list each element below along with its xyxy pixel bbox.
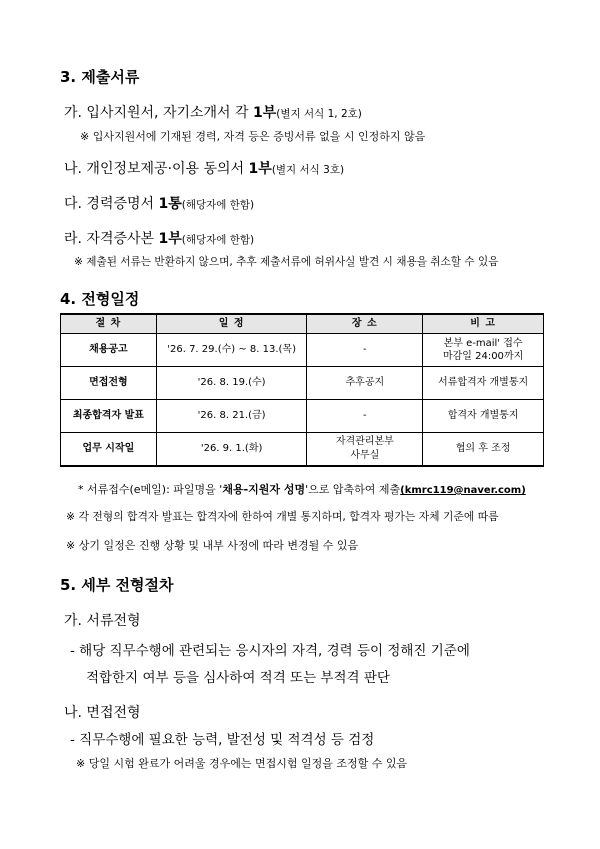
item-count: 1부 [248,161,272,177]
table-row [61,367,544,400]
item-paren: (별지 서식 3호) [271,164,345,176]
interview-title: 나. 면접전형 [64,705,141,721]
document-screening-line: - 해당 직무수행에 관련되는 응시자의 자격, 경력 등이 정해진 기준에 [70,643,470,659]
document-screening-title: 가. 서류전형 [64,613,141,629]
table-row [61,334,544,367]
header-place: 장 소 [307,314,423,334]
item-count: 1부 [253,105,277,121]
doc-item-license [64,228,254,248]
cell-step: 최종합격자 발표 [61,400,157,433]
cell-date: '26. 8. 19.(수) [156,367,307,400]
email-link[interactable]: (kmrc119@naver.com) [400,485,526,496]
cell-note [423,334,544,367]
table-row [61,400,544,433]
cell-place: 추후공지 [307,367,423,400]
item-count: 1부 [158,231,182,247]
note-line: 마감일 24:00까지 [442,351,524,362]
cell-note: 서류합격자 개별통지 [423,367,544,400]
filename-format: 채용-지원자 성명 [222,483,306,496]
interview-line: - 직무수행에 필요한 능력, 발전성 및 적격성 등 검정 [70,732,375,748]
submission-note [78,481,526,497]
cell-place: - [307,334,423,367]
interview-note: ※ 당일 시험 완료가 어려울 경우에는 면접시험 일정을 조정할 수 있음 [76,757,408,770]
cell-step: 업무 시작일 [61,433,157,466]
header-step: 절 차 [61,314,157,334]
item-paren: (해당자에 한함) [181,199,255,211]
return-note: ※ 제출된 서류는 반환하지 않으며, 추후 제출서류에 허위사실 발견 시 채용을 취소할 수 있음 [74,256,499,268]
cell-note: 협의 후 조정 [423,433,544,466]
cell-date: '26. 9. 1.(화) [156,433,307,466]
header-note: 비 고 [423,314,544,334]
cell-step: 채용공고 [61,334,157,367]
application-note: ※ 입사지원서에 기재된 경력, 자격 등은 증빙서류 없을 시 인정하지 않음 [80,130,426,143]
cell-step: 면접전형 [61,367,157,400]
header-date: 일 정 [156,314,307,334]
doc-item-application [64,102,362,122]
item-paren: (별지 서식 1, 2호) [276,108,362,120]
table-row [61,433,544,466]
section-3-title: 3. 제출서류 [60,68,140,86]
cell-place: - [307,400,423,433]
document-screening-line: 적합한지 여부 등을 심사하여 적격 또는 부적격 판단 [86,670,390,686]
submission-text: '으로 압축하여 제출 [305,483,401,496]
item-text: 가. 입사지원서, 자기소개서 각 [64,105,253,121]
schedule-table [60,313,544,467]
item-paren: (해당자에 한함) [181,234,255,246]
submission-text: * 서류접수(e메일): 파일명을 ' [78,483,223,496]
cell-note: 합격자 개별통지 [423,400,544,433]
schedule-change-note: ※ 상기 일정은 진행 상황 및 내부 사정에 따라 변경될 수 있음 [66,539,359,552]
item-text: 라. 자격증사본 [64,231,159,247]
cell-place: 자격관리본부 사무실 [307,433,423,466]
section-4-title: 4. 전형일정 [60,290,140,308]
note-line: 본부 e-mail' 접수 [443,337,523,349]
table-header-row [61,314,544,334]
cell-date: '26. 8. 21.(금) [156,400,307,433]
item-count: 1통 [158,196,182,212]
doc-item-privacy [64,158,344,178]
announcement-note: ※ 각 전형의 합격자 발표는 합격자에 한하여 개별 통지하며, 합격자 평가는 자체 기준에 따름 [66,510,499,523]
section-5-title: 5. 세부 전형절차 [60,576,174,594]
item-text: 나. 개인정보제공·이용 동의서 [64,161,249,177]
doc-item-career [64,193,254,213]
item-text: 다. 경력증명서 [64,196,159,212]
cell-date: '26. 7. 29.(수) ~ 8. 13.(목) [156,334,307,367]
